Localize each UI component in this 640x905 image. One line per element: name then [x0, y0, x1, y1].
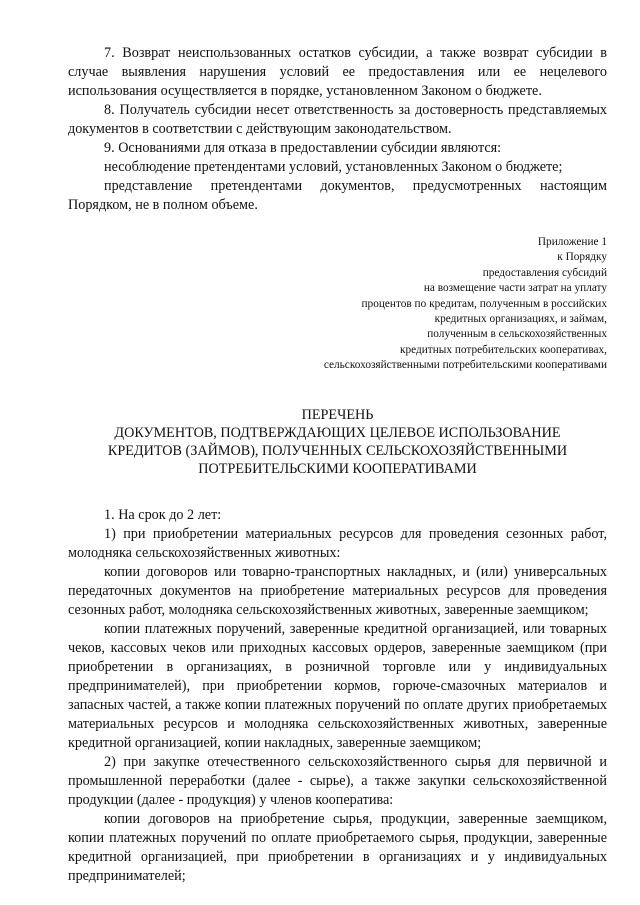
- title-line: КРЕДИТОВ (ЗАЙМОВ), ПОЛУЧЕННЫХ СЕЛЬСКОХОЗЯЙСТВЕННЫМИ: [107, 442, 568, 459]
- item-1-docs-a: копии договоров или товарно-транспортных накладных, и (или) универсальных передаточных документов на приобретение материальных ресурсов для проведения сезонных работ, молодняка сельскохозяйственных животных, заверенные заемщиком;: [68, 563, 607, 618]
- item-1-docs-b: копии платежных поручений, заверенные кредитной организацией, или товарных чеков, кассовых чеков или приходных кассовых ордеров, заверенные заемщиком (при приобретении в организациях, в розничной торговле или у индивидуальных предпринимателей), при приобретении кормов, горюче-смазочных материалов и запасных частей, а также копии платежных поручений по оплате других приобретаемых материальных ресурсов и молодняка сельскохозяйственных животных, заверенные кредитной организацией, копии накладных, заверенные заемщиком;: [68, 620, 607, 751]
- appendix-line: процентов по кредитам, полученным в российских: [361, 297, 607, 310]
- appendix-line: кредитных потребительских кооперативах,: [400, 343, 607, 356]
- appendix-line: на возмещение части затрат на уплату: [423, 282, 607, 295]
- paragraph-8: 8. Получатель субсидии несет ответственность за достоверность представляемых документов в соответствии с действующим законодательством.: [68, 102, 607, 137]
- appendix-line: предоставления субсидий: [482, 266, 607, 279]
- item-2-docs: копии договоров на приобретение сырья, продукции, заверенные заемщиком, копии платежных поручений по оплате приобретаемого сырья, продукции, заверенные кредитной организацией, при приобретении в организациях и у индивидуальных предпринимателей;: [68, 810, 607, 884]
- appendix-line: полученным в сельскохозяйственных: [427, 328, 607, 341]
- appendix-line: сельскохозяйственными потребительскими кооперативами: [323, 359, 607, 372]
- appendix-line: Приложение 1: [537, 236, 607, 248]
- top-section: [68, 44, 607, 215]
- appendix-line: кредитных организациях, и займам,: [434, 313, 607, 326]
- paragraph-9: 9. Основаниями для отказа в предоставлении субсидии являются:: [104, 140, 502, 156]
- appendix-line: к Порядку: [557, 251, 607, 264]
- section-heading: 1. На срок до 2 лет:: [104, 506, 222, 523]
- document-title: [68, 406, 607, 478]
- item-2: 2) при закупке отечественного сельскохозяйственного сырья для первичной и промышленной переработки (далее - сырье), а также закупки сельскохозяйственной продукции (далее - продукция) у членов кооператива:: [68, 753, 607, 808]
- item-1: 1) при приобретении материальных ресурсов для проведения сезонных работ, молодняка сельскохозяйственных животных:: [68, 525, 607, 561]
- refusal-ground-2: представление претендентами документов, предусмотренных настоящим Порядком, не в полном объеме.: [68, 178, 607, 213]
- title-line: ПОТРЕБИТЕЛЬСКИМИ КООПЕРАТИВАМИ: [198, 460, 477, 477]
- refusal-ground-1: несоблюдение претендентами условий, установленных Законом о бюджете;: [104, 159, 563, 175]
- body-section: [68, 506, 607, 886]
- paragraph-7: 7. Возврат неиспользованных остатков субсидии, а также возврат субсидии в случае выявления нарушения условий ее предоставления или ее нецелевого использования осуществляется в порядке, установленном Законом о бюджете.: [68, 45, 607, 99]
- appendix-header: [68, 235, 607, 374]
- title-line: ПЕРЕЧЕНЬ: [301, 406, 374, 423]
- title-line: ДОКУМЕНТОВ, ПОДТВЕРЖДАЮЩИХ ЦЕЛЕВОЕ ИСПОЛЬЗОВАНИЕ: [114, 424, 561, 441]
